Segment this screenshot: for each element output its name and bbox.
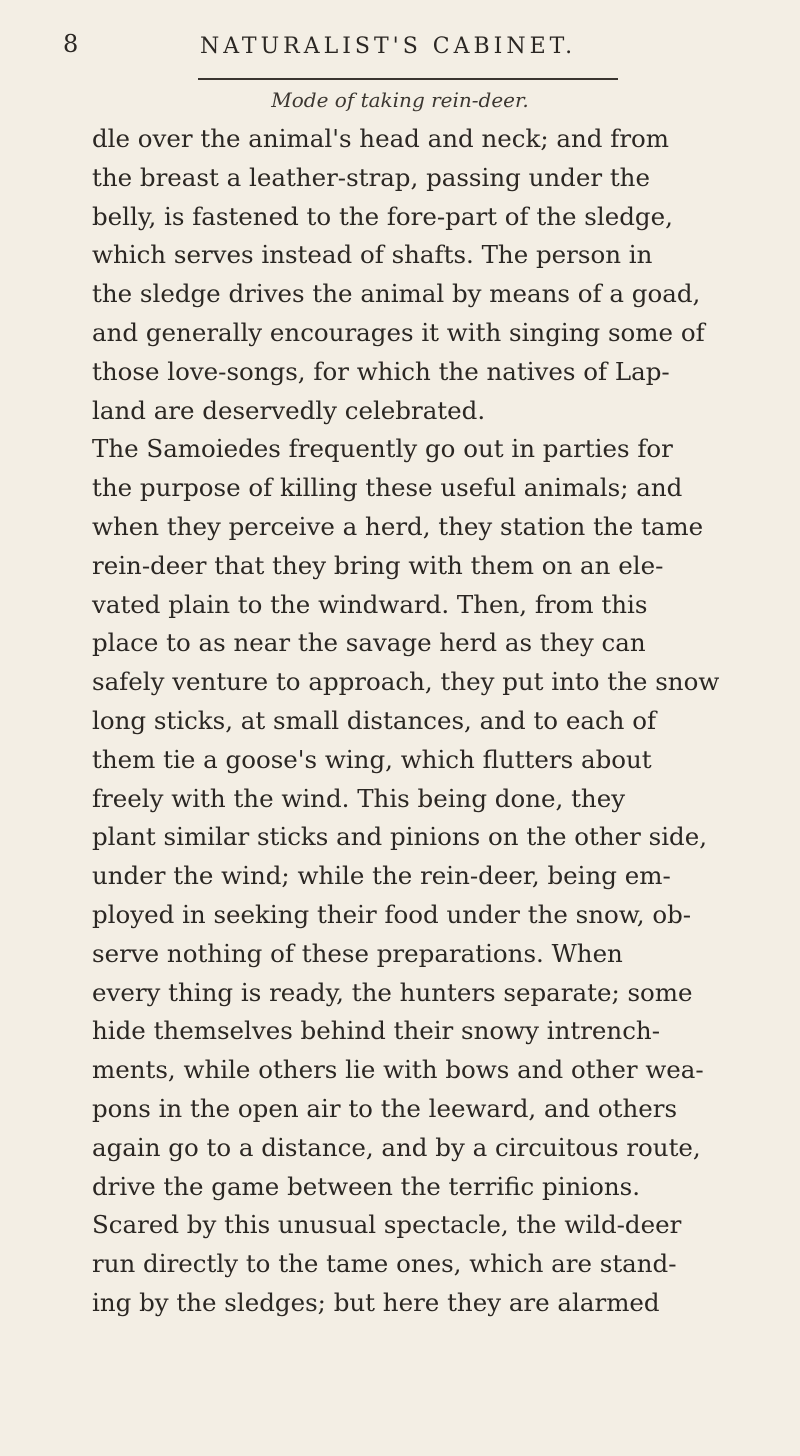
- text-line: run directly to the tame ones, which are stand-: [92, 1249, 677, 1279]
- text-line: plant similar sticks and pinions on the other side,: [92, 822, 708, 852]
- text-line: pons in the open air to the leeward, and others: [92, 1093, 678, 1123]
- text-line: the breast a leather-strap, passing under the: [92, 162, 650, 192]
- text-line: Scared by this unusual spectacle, the wild-deer: [92, 1210, 682, 1240]
- text-line: drive the game between the terrific pinions.: [92, 1171, 641, 1201]
- text-line: land are deservedly celebrated.: [92, 395, 486, 425]
- text-line: serve nothing of these preparations. When: [92, 938, 623, 968]
- text-line: freely with the wind. This being done, they: [92, 783, 626, 813]
- text-line: rein-deer that they bring with them on an ele-: [92, 550, 664, 580]
- text-line: and generally encourages it with singing some of: [92, 317, 705, 347]
- text-line: which serves instead of shafts. The person in: [92, 240, 653, 270]
- text-line: every thing is ready, the hunters separate; some: [92, 977, 693, 1007]
- text-line: place to as near the savage herd as they can: [92, 628, 646, 658]
- text-line: ments, while others lie with bows and other wea-: [92, 1055, 704, 1085]
- text-line: hide themselves behind their snowy intrench-: [92, 1016, 660, 1046]
- section-subtitle: Mode of taking rein-deer.: [271, 88, 529, 112]
- text-line: The Samoiedes frequently go out in parties for: [92, 434, 673, 464]
- running-head: NATURALIST'S CABINET.: [200, 34, 577, 59]
- text-line: belly, is fastened to the fore-part of the sledge,: [92, 201, 673, 231]
- header-rule: [198, 78, 618, 80]
- body-text: [92, 120, 732, 1323]
- text-line: the sledge drives the animal by means of a goad,: [92, 279, 701, 309]
- text-line: again go to a distance, and by a circuitous route,: [92, 1132, 701, 1162]
- text-line: when they perceive a herd, they station the tame: [92, 511, 704, 541]
- page-number: 8: [63, 30, 80, 58]
- text-line: long sticks, at small distances, and to each of: [92, 705, 657, 735]
- text-line: safely venture to approach, they put into the snow: [92, 667, 720, 697]
- text-line: dle over the animal's head and neck; and from: [92, 124, 670, 153]
- text-line: ing by the sledges; but here they are alarmed: [92, 1287, 660, 1317]
- text-line: those love-songs, for which the natives of Lap-: [92, 356, 670, 386]
- text-line: the purpose of killing these useful animals; and: [92, 473, 683, 503]
- text-line: vated plain to the windward. Then, from this: [92, 589, 648, 619]
- text-line: under the wind; while the rein-deer, being em-: [92, 861, 671, 891]
- page-header: [0, 30, 800, 112]
- text-line: them tie a goose's wing, which flutters about: [92, 744, 652, 774]
- text-line: ployed in seeking their food under the snow, ob-: [92, 899, 692, 929]
